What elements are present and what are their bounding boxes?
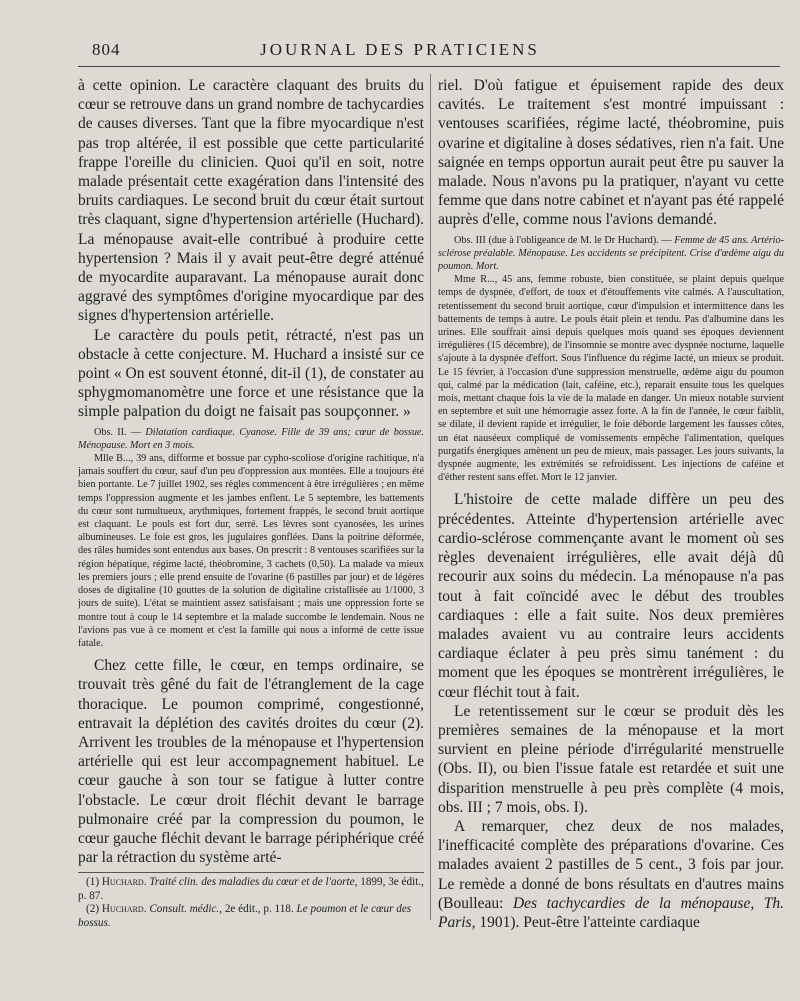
paragraph (438, 817, 784, 932)
column-divider (430, 74, 431, 920)
observation-text: Mme R..., 45 ans, femme robuste, bien constituée, se plaint depuis quelque temps de dyspnée, d'effort, de toux et d'étouffements vite calmés. A l'auscultation, retentissement du second bruit aortique, cœur d'impulsion et intermittence dans les battements de temps à autre. Le pouls était plein et tendu. Pas d'albumine dans les urines. Elle souffrait ainsi depuis quelques mois quand ses époques deviennent irrégulières (15 décembre), de l'insomnie se montre avec dyspnée nocturne, laquelle s'ajoute à la dyspnée d'effort. Sous l'influence du régime lacté, un mieux se produit. Le 15 février, à l'occasion d'une suppression menstruelle, œdème aigu du poumon qui, calmé par la médication (lait, caféine, etc.), reparait ensuite tous les quelques mois, mettant chaque fois la vie de la malade en danger. Un mieux notable survient en septembre et suit une hémorragie assez forte. A la fin de l'année, le cœur faiblit, se dilate, il devient rapide et irrégulier, le foie déborde largement les fausses côtes, un état nauséeux compliqué de vomissements empêche l'alimentation, quelques purgatifs énergiques amènent un peu de mieux, mais passager. Les jours suivants, la dyspnée augmente, les extrémités se refroidissent. Les injections de caféine et d'éther restent sans effet. Mort le 12 janvier. (438, 274, 784, 484)
paragraph: riel. D'où fatigue et épuisement rapide des deux cavités. Le traitement s'est montré impuissant : ventouses scarifiées, régime lacté, théobromine, puis ovarine et digitaline à doses sédatives, rien n'a fait. Une saignée en temps opportun aurait peut être pu sauver la malade. Nous n'avons pu la pratiquer, n'ayant vu cette femme que dans notre cabinet et n'ayant pas été rappelé auprès d'elle, comme nous l'avions demandé. (438, 77, 784, 229)
paragraph: L'histoire de cette malade diffère un peu des précédentes. Atteinte d'hypertension artérielle avec cardio-sclérose commençante avant le moment où ses règles devenaient irrégulières, elle avait déjà dû recourir aux soins du médecin. La ménopause n'a pas tout à fait coïncidé avec le début des troubles cardiaques : elle a fait suite. Nos deux premières malades avaient vu au contraire leurs accidents cardiaque éclater à peu près simu tanément : du moment que les époques se montrèrent irrégulières, le cœur fléchit tout à fait. (438, 491, 784, 701)
paragraph: à cette opinion. Le caractère claquant des bruits du cœur se retrouve dans un grand nombre de tachycardies de causes diverses. Tant que la fibre myocardique n'est pas trop altérée, il est possible que cette particularité frappe l'oreille du clinicien. Quoi qu'il en soit, notre malade présentait cette exagération dans l'intensité des bruits cardiaques. Le second bruit du cœur était surtout très claquant, signe d'hypertension artérielle (Huchard). La ménopause avait-elle contribué à produire cette hypertension ? Mais il y avait peut-être degré atténué de myocardite auparavant. La ménopause aurait donc aggravé des symptômes d'origine myocardique par des signes d'hypertension artérielle. (78, 77, 424, 325)
observation-title: Femme de 45 ans. Artério-sclérose préalable. Ménopause. Les accidents se précipitent. Crise d'œdème aigu du poumon. Mort. (438, 234, 784, 273)
paragraph-text: A remarquer, chez deux de nos malades, l'inefficacité complète des préparations d'ovarine. Ces malades avaient 2 pastilles de 5 cent., 3 fois par jour. Le remède a donné de bons résultats en d'autres mains (Boulleau: (438, 817, 784, 912)
footnote-title: Traité clin. des maladies du cœur et de l'aorte, (149, 876, 358, 888)
observation-text: Mlle B..., 39 ans, difforme et bossue par cypho-scoliose d'origine rachitique, n'a jamais souffert du cœur, sauf d'un peu d'oppression aux montées. Elle a toujours été bien portante. Le 7 juillet 1902, ses règles commencent à être irrégulières ; en même temps l'oppression augmente et les jambes enflent. Le 5 septembre, les battements du cœur sont tumultueux, arythmiques, fortement frappés, le second bruit aortique est claquant. Le pouls est fort dur, serré. Les lèvres sont cyanosées, les urines albumineuses. Le foie est gros, les jugulaires gonflées. Dans la poitrine déformée, des râles humides sont entendus aux bases. On prescrit : 8 ventouses scarifiées sur la région hépatique, régime lacté, théobromine, 3 cachets (0,50). La malade va mieux les premiers jours ; elle prend ensuite de l'ovarine (6 pastilles par jour) et de légères doses de digitaline (10 gouttes de la solution de digitaline cristallisée au 1/1000, 3 jours de suite). L'état se maintient assez satisfaisant ; mais une oppression forte se montre tout à coup le 14 septembre et la malade succombe le lendemain. Nous ne l'avions pas vue à ce moment et c'est la famille qui nous a informé de cette issue fatale. (78, 453, 424, 649)
footnote (78, 876, 424, 903)
observation-heading (78, 426, 424, 452)
footnote-title: Le poumon et le cœur des bossus. (78, 903, 412, 929)
page-header (0, 40, 800, 64)
observation-heading (438, 234, 784, 274)
page-number: 804 (92, 40, 121, 59)
paragraph: Chez cette fille, le cœur, en temps ordinaire, se trouvait très gêné du fait de l'étranglement de la cage thoracique. Le poumon comprimé, congestionné, entravait la déplétion des cavités droites du cœur (2). Arrivent les troubles de la ménopause et l'hypertension artérielle qui est leur accompagnement habituel. Le cœur gauche à son tour se fatigue à lutter contre l'obstacle. Le cœur droit fléchit devant le barrage pulmonaire créé par la compression du poumon, le cœur gauche fléchit devant le barrage périphérique créé par la rétraction du système arté- (78, 657, 424, 867)
footnote-title: Consult. médic., (149, 903, 223, 916)
cited-title: Des tachycardies de la ménopause, Th. Paris, (438, 894, 784, 931)
footnote-author: Huchard. (101, 903, 147, 916)
footnote-number: (2) (86, 903, 100, 916)
footnote-number: (1) (86, 876, 100, 888)
left-column (78, 76, 424, 867)
paragraph: Le retentissement sur le cœur se produit dès les premières semaines de la ménopause et la mort survient en pleine période d'irrégularité menstruelle (Obs. II), ou bien l'issue fatale est retardée et suit une disparition menstruelle à peu près complète (4 mois, obs. III ; 7 mois, obs. I). (438, 702, 784, 816)
paragraph-text: 1901). Peut-être l'atteinte cardiaque (479, 913, 700, 931)
footnotes (78, 872, 424, 930)
paragraph: Le caractère du pouls petit, rétracté, n'est pas un obstacle à cette conjecture. M. Huchard a insisté sur ce point « On est souvent étonné, dit-il (1), de constater au sphygmomanomètre une force et une résistance que la simple palpation du doigt ne faisait pas soupçonner. » (78, 326, 424, 421)
observation-title: Dilatation cardiaque. Cyanose. Fille de 39 ans; cœur de bossue. Ménopause. Mort en 3 mois. (78, 426, 424, 451)
footnote-detail: 2e édit., p. 118. (224, 903, 294, 916)
right-column (438, 76, 784, 932)
footnote (78, 903, 424, 930)
journal-title: JOURNAL DES PRATICIENS (260, 40, 540, 59)
footnote-detail: 1899, 3e édit., p. 87. (78, 876, 424, 902)
header-rule (78, 66, 780, 67)
observation-label: Obs. II. — (94, 426, 142, 438)
footnote-author: Huchard. (101, 876, 147, 888)
observation-label: Obs. III (due à l'obligeance de M. le Dr Huchard). — (454, 234, 672, 246)
